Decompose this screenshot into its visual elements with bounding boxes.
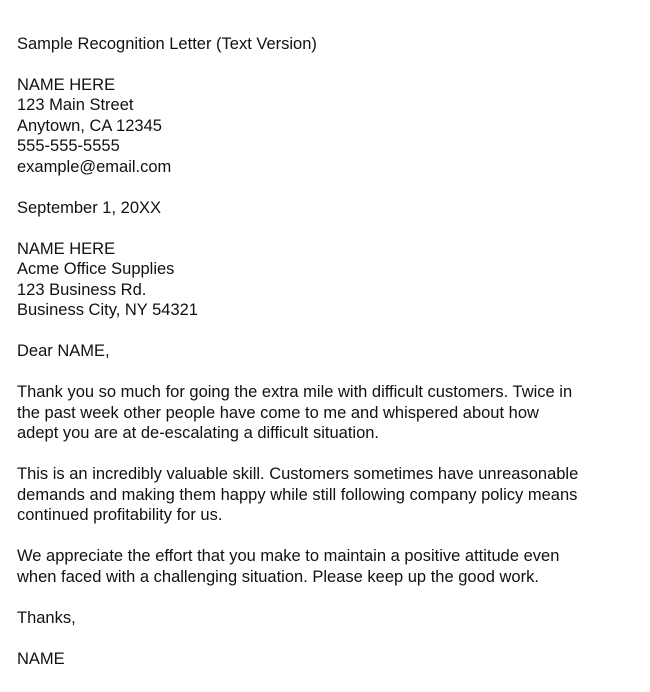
body-paragraph-3 bbox=[17, 546, 637, 587]
recipient-company: Acme Office Supplies bbox=[17, 260, 175, 278]
recipient-city-state-zip: Business City, NY 54321 bbox=[17, 301, 198, 319]
recipient-street: 123 Business Rd. bbox=[17, 280, 147, 299]
signature-block bbox=[17, 649, 637, 670]
document-title-text: Sample Recognition Letter (Text Version) bbox=[17, 35, 317, 53]
document-title bbox=[17, 34, 637, 55]
paragraph-line: adept you are at de-escalating a difficult situation. bbox=[17, 424, 380, 442]
date-block bbox=[17, 198, 637, 219]
sender-phone: 555-555-5555 bbox=[17, 137, 120, 155]
paragraph-line: demands and making them happy while still following company policy means bbox=[17, 485, 578, 504]
paragraph-line: when faced with a challenging situation. Please keep up the good work. bbox=[17, 567, 539, 586]
paragraph-line: Thank you so much for going the extra mile with difficult customers. Twice in bbox=[17, 383, 573, 401]
sender-email: example@email.com bbox=[17, 157, 172, 176]
paragraph-line: continued profitability for us. bbox=[17, 506, 223, 524]
paragraph-line: This is an incredibly valuable skill. Customers sometimes have unreasonable bbox=[17, 465, 579, 483]
body-paragraph-1 bbox=[17, 382, 637, 444]
sender-name: NAME HERE bbox=[17, 75, 116, 94]
recipient-name: NAME HERE bbox=[17, 239, 116, 258]
letter-document bbox=[17, 34, 637, 690]
body-paragraph-2 bbox=[17, 464, 637, 526]
sender-city-state-zip: Anytown, CA 12345 bbox=[17, 116, 162, 135]
salutation-block bbox=[17, 341, 637, 362]
closing-block bbox=[17, 608, 637, 629]
recipient-address-block bbox=[17, 239, 637, 321]
sender-address-block bbox=[17, 75, 637, 178]
sender-street: 123 Main Street bbox=[17, 96, 134, 114]
paragraph-line: the past week other people have come to me and whispered about how bbox=[17, 403, 539, 422]
salutation: Dear NAME, bbox=[17, 342, 110, 360]
letter-date: September 1, 20XX bbox=[17, 198, 162, 217]
signature-name: NAME bbox=[17, 649, 65, 668]
closing: Thanks, bbox=[17, 608, 76, 627]
paragraph-line: We appreciate the effort that you make to maintain a positive attitude even bbox=[17, 547, 560, 565]
